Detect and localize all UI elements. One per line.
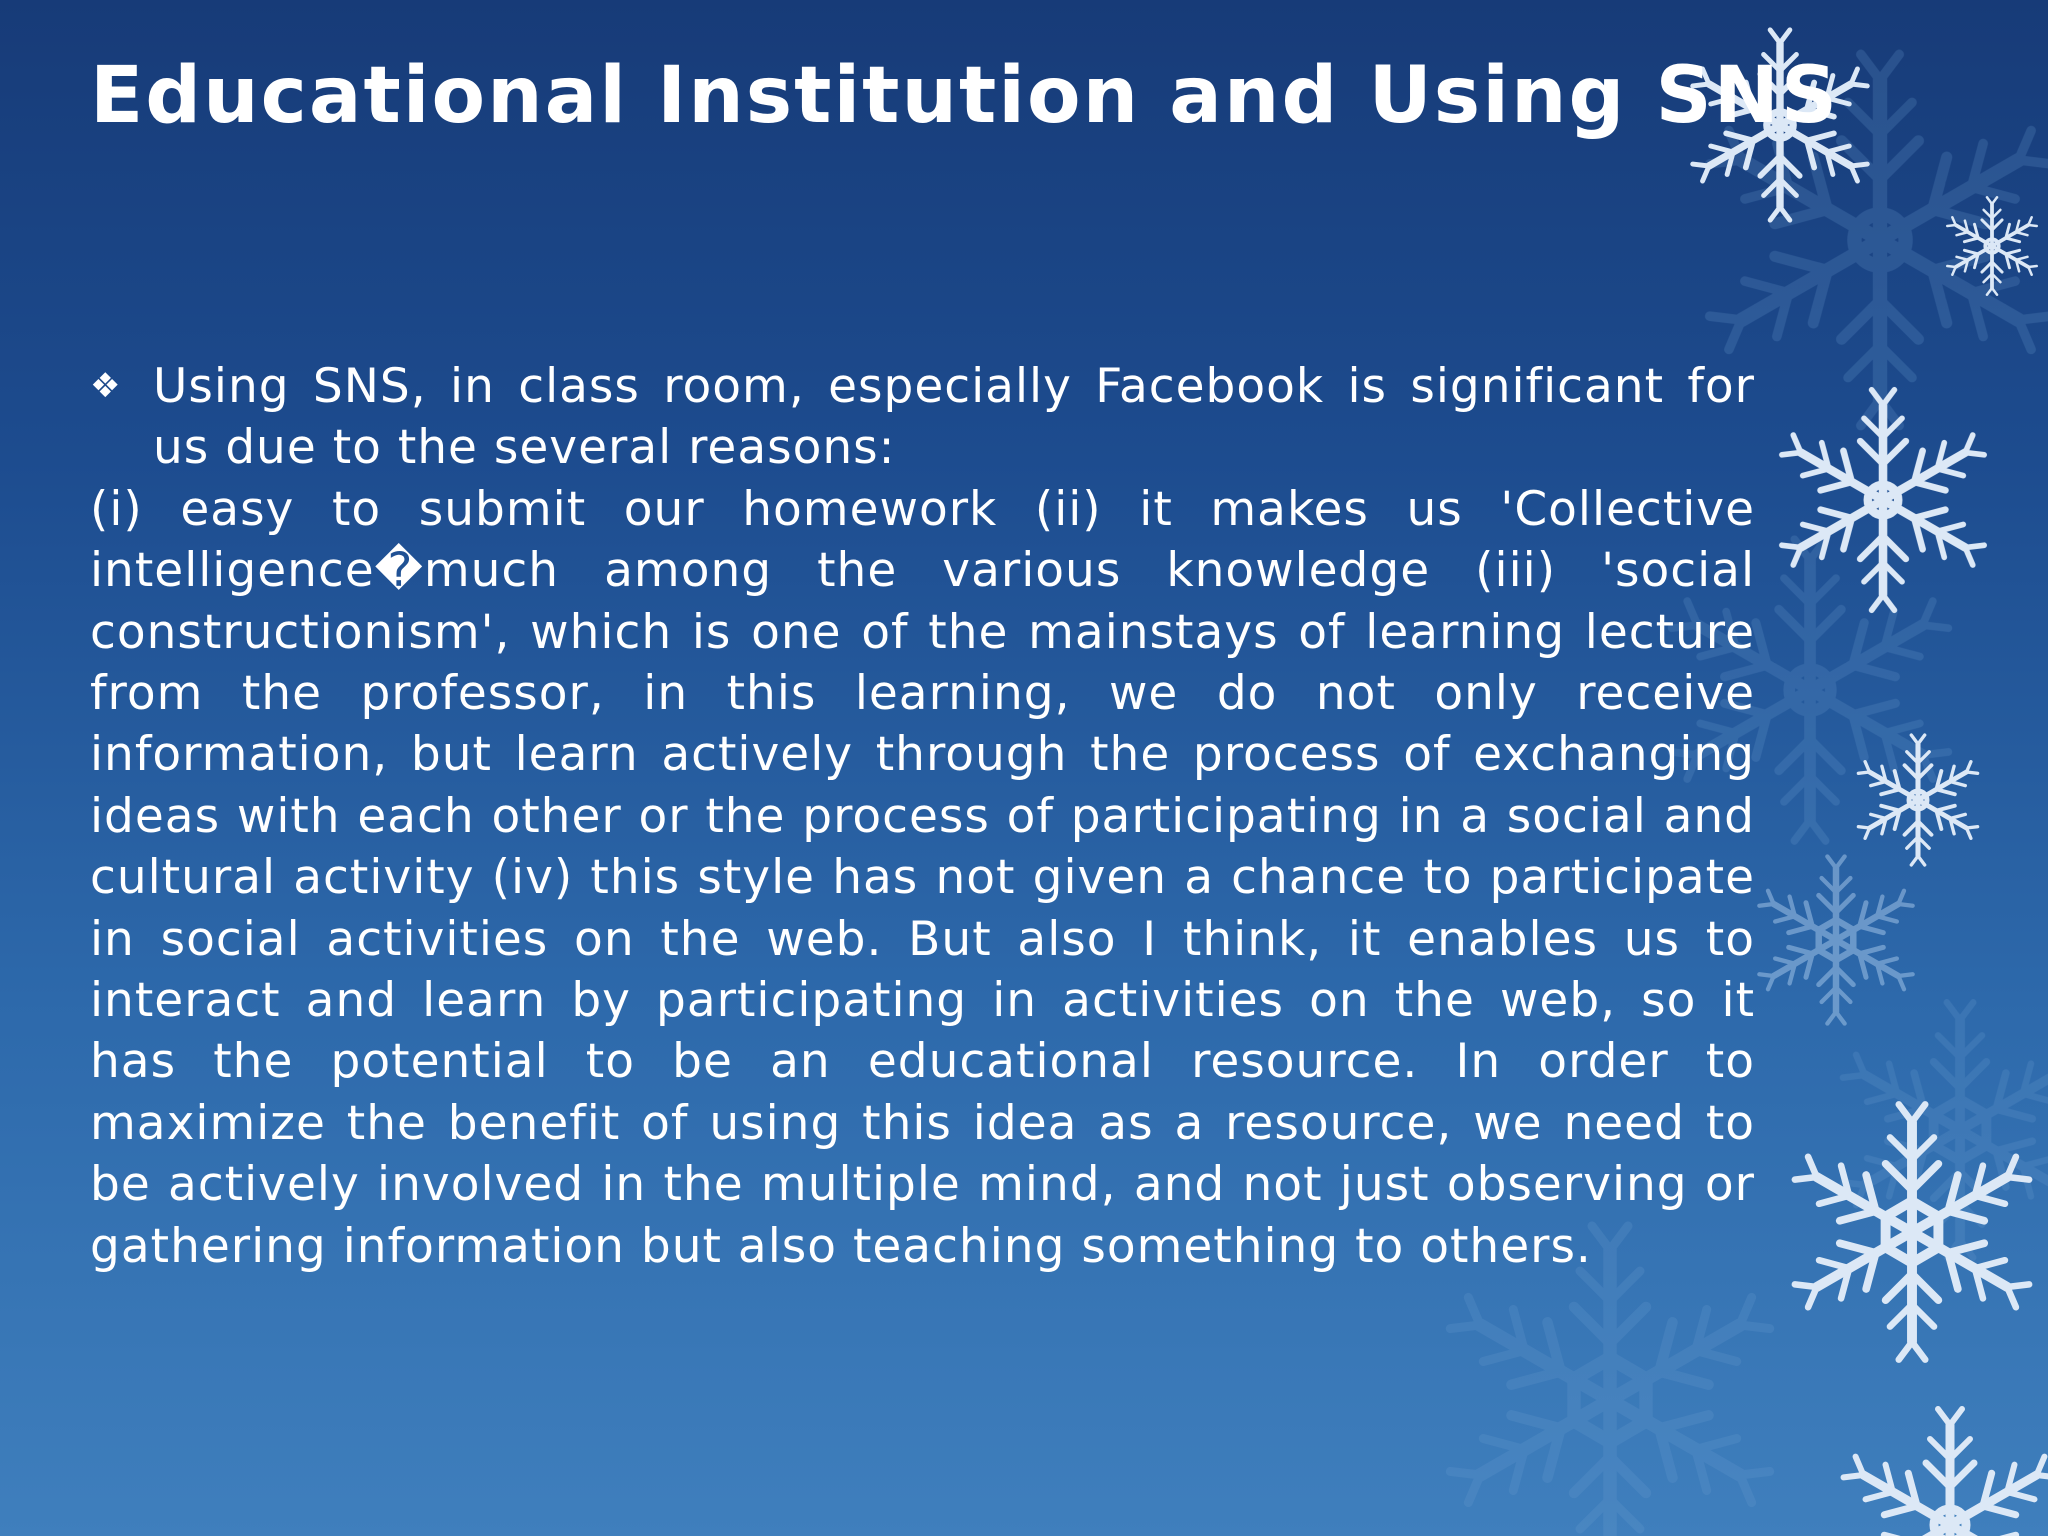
- bullet-text: Using SNS, in class room, especially Facebook is significant for us due to the several reasons:: [153, 359, 1755, 476]
- body-paragraph: (i) easy to submit our homework (ii) it makes us 'Collective intelligence�much among the various knowledge (iii) 'social constructionism', which is one of the mainstays of learning lecture from the professor, in this learning, we do not only receive information, but learn actively through the process of exchanging ideas with each other or the process of participating in a social and cultural activity (iv) this style has not given a chance to participate in social activities on the web. But also I think, it enables us to interact and learn by participating in activities on the web, so it has the potential to be an educational resource. In order to maximize the benefit of using this idea as a resource, we need to be actively involved in the multiple mind, and not just observing or gathering information but also teaching something to others.: [90, 481, 1755, 1274]
- slide-title: Educational Institution and Using SNS: [90, 51, 1840, 141]
- bullet-item: [90, 356, 1755, 479]
- diamond-bullet-icon: ❖: [90, 366, 122, 406]
- slide-body: [90, 356, 1755, 1277]
